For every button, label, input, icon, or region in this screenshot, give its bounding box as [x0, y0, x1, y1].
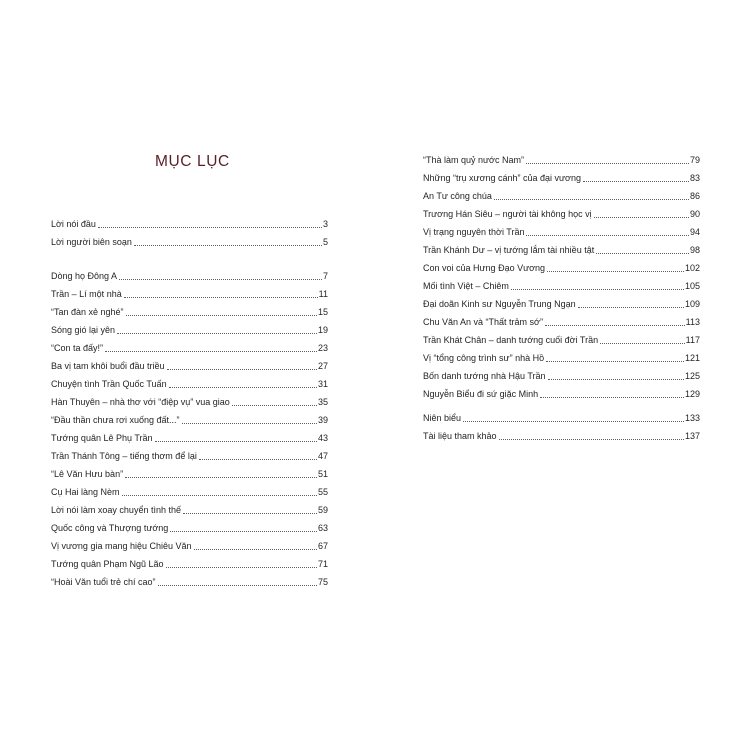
toc-entry-title: Trần Khát Chân – danh tướng cuối đời Trần	[423, 335, 599, 345]
toc-entry-page: 133	[684, 413, 700, 423]
toc-entry	[51, 230, 328, 248]
toc-entry	[423, 166, 700, 184]
toc-entry-page: 23	[317, 343, 328, 353]
toc-entry	[51, 318, 328, 336]
dot-leader	[578, 307, 684, 308]
toc-entry-title: Tướng quân Phạm Ngũ Lão	[51, 559, 164, 569]
dot-leader	[98, 227, 322, 228]
toc-entry	[423, 406, 700, 424]
dot-leader	[583, 181, 689, 182]
toc-entry-page: 63	[317, 523, 328, 533]
toc-entry	[51, 426, 328, 444]
dot-leader	[545, 325, 685, 326]
toc-entry-title: “Con ta đấy!”	[51, 343, 104, 353]
toc-front-matter	[51, 212, 328, 248]
toc-entry-title: Mối tình Việt – Chiêm	[423, 281, 509, 291]
dot-leader	[117, 333, 317, 334]
toc-entry-page: 98	[689, 245, 700, 255]
toc-entry-title: Con voi của Hưng Đạo Vương	[423, 263, 546, 273]
toc-entry-title: “Lê Văn Hưu bàn”	[51, 469, 124, 479]
toc-entry-page: 86	[689, 191, 700, 201]
dot-leader	[126, 315, 317, 316]
toc-entry-page: 75	[317, 577, 328, 587]
toc-entry	[423, 220, 700, 238]
toc-chapters-right	[423, 148, 700, 400]
dot-leader	[547, 271, 684, 272]
toc-entry-title: Trương Hán Siêu – người tài không học vị	[423, 209, 592, 219]
toc-entry-title: Vị “tổng công trình sư” nhà Hồ	[423, 353, 545, 363]
toc-entry	[51, 282, 328, 300]
toc-entry	[423, 292, 700, 310]
toc-entry-title: “Đầu thần chưa rơi xuống đất...”	[51, 415, 180, 425]
dot-leader	[119, 279, 322, 280]
toc-entry-title: “Hoài Văn tuổi trẻ chí cao”	[51, 577, 156, 587]
dot-leader	[105, 351, 317, 352]
toc-entry	[423, 238, 700, 256]
toc-entry-page: 19	[317, 325, 328, 335]
toc-entry-title: Vị vương gia mang hiệu Chiêu Văn	[51, 541, 192, 551]
toc-entry-title: Dòng họ Đông A	[51, 271, 118, 281]
dot-leader	[166, 567, 317, 568]
toc-entry	[423, 256, 700, 274]
toc-entry-title: Những “trụ xương cánh” của đại vương	[423, 173, 581, 183]
dot-leader	[494, 199, 689, 200]
toc-entry-page: 27	[317, 361, 328, 371]
page-title: MỤC LỤC	[155, 153, 230, 170]
toc-entry-title: Lời người biên soạn	[51, 237, 132, 247]
toc-left-column	[51, 0, 328, 750]
toc-right-column	[423, 0, 700, 750]
dot-leader	[170, 531, 317, 532]
toc-entry-page: 105	[684, 281, 700, 291]
toc-entry-title: Bốn danh tướng nhà Hậu Trần	[423, 371, 546, 381]
toc-chapters-left	[51, 264, 328, 588]
toc-entry	[423, 184, 700, 202]
dot-leader	[169, 387, 317, 388]
dot-leader	[155, 441, 317, 442]
toc-entry-title: “Thà làm quỷ nước Nam”	[423, 155, 524, 165]
toc-entry	[423, 346, 700, 364]
toc-entry-page: 83	[689, 173, 700, 183]
toc-entry	[51, 480, 328, 498]
toc-entry	[423, 202, 700, 220]
dot-leader	[600, 343, 685, 344]
toc-entry-title: Lời nói đầu	[51, 219, 96, 229]
dot-leader	[596, 253, 689, 254]
toc-entry-page: 31	[317, 379, 328, 389]
toc-entry-page: 55	[317, 487, 328, 497]
dot-leader	[124, 297, 318, 298]
toc-entry	[423, 274, 700, 292]
toc-entry	[51, 534, 328, 552]
toc-entry-page: 121	[684, 353, 700, 363]
dot-leader	[526, 235, 689, 236]
toc-entry-page: 90	[689, 209, 700, 219]
dot-leader	[511, 289, 684, 290]
toc-entry	[423, 364, 700, 382]
toc-entry	[51, 264, 328, 282]
toc-entry-title: Trần Khánh Dư – vị tướng lắm tài nhiều tật	[423, 245, 595, 255]
toc-entry	[423, 310, 700, 328]
toc-entry-page: 109	[684, 299, 700, 309]
toc-entry-title: An Tư công chúa	[423, 191, 492, 201]
dot-leader	[540, 397, 684, 398]
toc-entry-title: Tướng quân Lê Phụ Trần	[51, 433, 153, 443]
toc-entry	[423, 382, 700, 400]
dot-leader	[194, 549, 317, 550]
dot-leader	[183, 513, 317, 514]
toc-entry-page: 59	[317, 505, 328, 515]
toc-entry-page: 129	[684, 389, 700, 399]
dot-leader	[199, 459, 317, 460]
toc-entry	[423, 148, 700, 166]
toc-entry	[51, 462, 328, 480]
dot-leader	[134, 245, 322, 246]
dot-leader	[594, 217, 689, 218]
toc-entry-title: Trần – Lí một nhà	[51, 289, 122, 299]
toc-entry-page: 35	[317, 397, 328, 407]
toc-entry-page: 47	[317, 451, 328, 461]
toc-entry-title: Chuyện tình Trần Quốc Tuấn	[51, 379, 167, 389]
dot-leader	[548, 379, 684, 380]
toc-entry	[51, 336, 328, 354]
dot-leader	[463, 421, 684, 422]
toc-entry-page: 79	[689, 155, 700, 165]
toc-entry-title: Chu Văn An và “Thất trảm sớ”	[423, 317, 543, 327]
toc-entry-page: 137	[684, 431, 700, 441]
toc-entry-title: Lời nói làm xoay chuyển tình thế	[51, 505, 181, 515]
toc-entry	[51, 408, 328, 426]
toc-entry-page: 15	[317, 307, 328, 317]
toc-entry-title: Hàn Thuyên – nhà thơ với “điệp vụ” vua giao	[51, 397, 230, 407]
toc-entry-title: Sóng gió lại yên	[51, 325, 116, 335]
toc-entry	[51, 212, 328, 230]
dot-leader	[167, 369, 317, 370]
toc-entry-title: Tài liệu tham khảo	[423, 431, 497, 441]
dot-leader	[122, 495, 317, 496]
toc-entry	[51, 516, 328, 534]
toc-entry	[423, 424, 700, 442]
dot-leader	[232, 405, 317, 406]
toc-entry-page: 94	[689, 227, 700, 237]
toc-entry-page: 5	[322, 237, 328, 247]
toc-entry-page: 39	[317, 415, 328, 425]
dot-leader	[158, 585, 317, 586]
toc-entry-title: Cụ Hai làng Nèm	[51, 487, 120, 497]
toc-entry-page: 3	[322, 219, 328, 229]
dot-leader	[526, 163, 689, 164]
toc-back-matter	[423, 406, 700, 442]
toc-entry	[51, 372, 328, 390]
toc-entry-page: 7	[322, 271, 328, 281]
toc-entry	[51, 390, 328, 408]
dot-leader	[125, 477, 317, 478]
toc-entry	[51, 570, 328, 588]
toc-entry-page: 71	[317, 559, 328, 569]
toc-entry-title: Nguyễn Biểu đi sứ giặc Minh	[423, 389, 539, 399]
toc-entry-title: Vị trạng nguyên thời Trần	[423, 227, 525, 237]
toc-entry-page: 117	[685, 335, 700, 345]
toc-entry	[51, 498, 328, 516]
dot-leader	[182, 423, 317, 424]
toc-entry-title: Quốc công và Thượng tướng	[51, 523, 169, 533]
toc-entry	[51, 300, 328, 318]
toc-entry-page: 43	[317, 433, 328, 443]
toc-entry	[423, 328, 700, 346]
toc-entry-page: 67	[317, 541, 328, 551]
toc-entry-page: 51	[317, 469, 328, 479]
toc-entry-page: 11	[318, 289, 328, 299]
toc-entry-title: Ba vị tam khôi buổi đầu triều	[51, 361, 165, 371]
toc-entry	[51, 444, 328, 462]
toc-entry-title: “Tan đàn xẻ nghé”	[51, 307, 124, 317]
toc-entry-page: 113	[685, 317, 700, 327]
toc-entry	[51, 354, 328, 372]
toc-entry	[51, 552, 328, 570]
toc-entry-title: Trần Thánh Tông – tiếng thơm để lại	[51, 451, 197, 461]
toc-entry-page: 102	[684, 263, 700, 273]
dot-leader	[546, 361, 684, 362]
toc-entry-title: Niên biểu	[423, 413, 462, 423]
toc-entry-page: 125	[684, 371, 700, 381]
toc-entry-title: Đại doãn Kinh sư Nguyễn Trung Ngạn	[423, 299, 576, 309]
dot-leader	[499, 439, 684, 440]
